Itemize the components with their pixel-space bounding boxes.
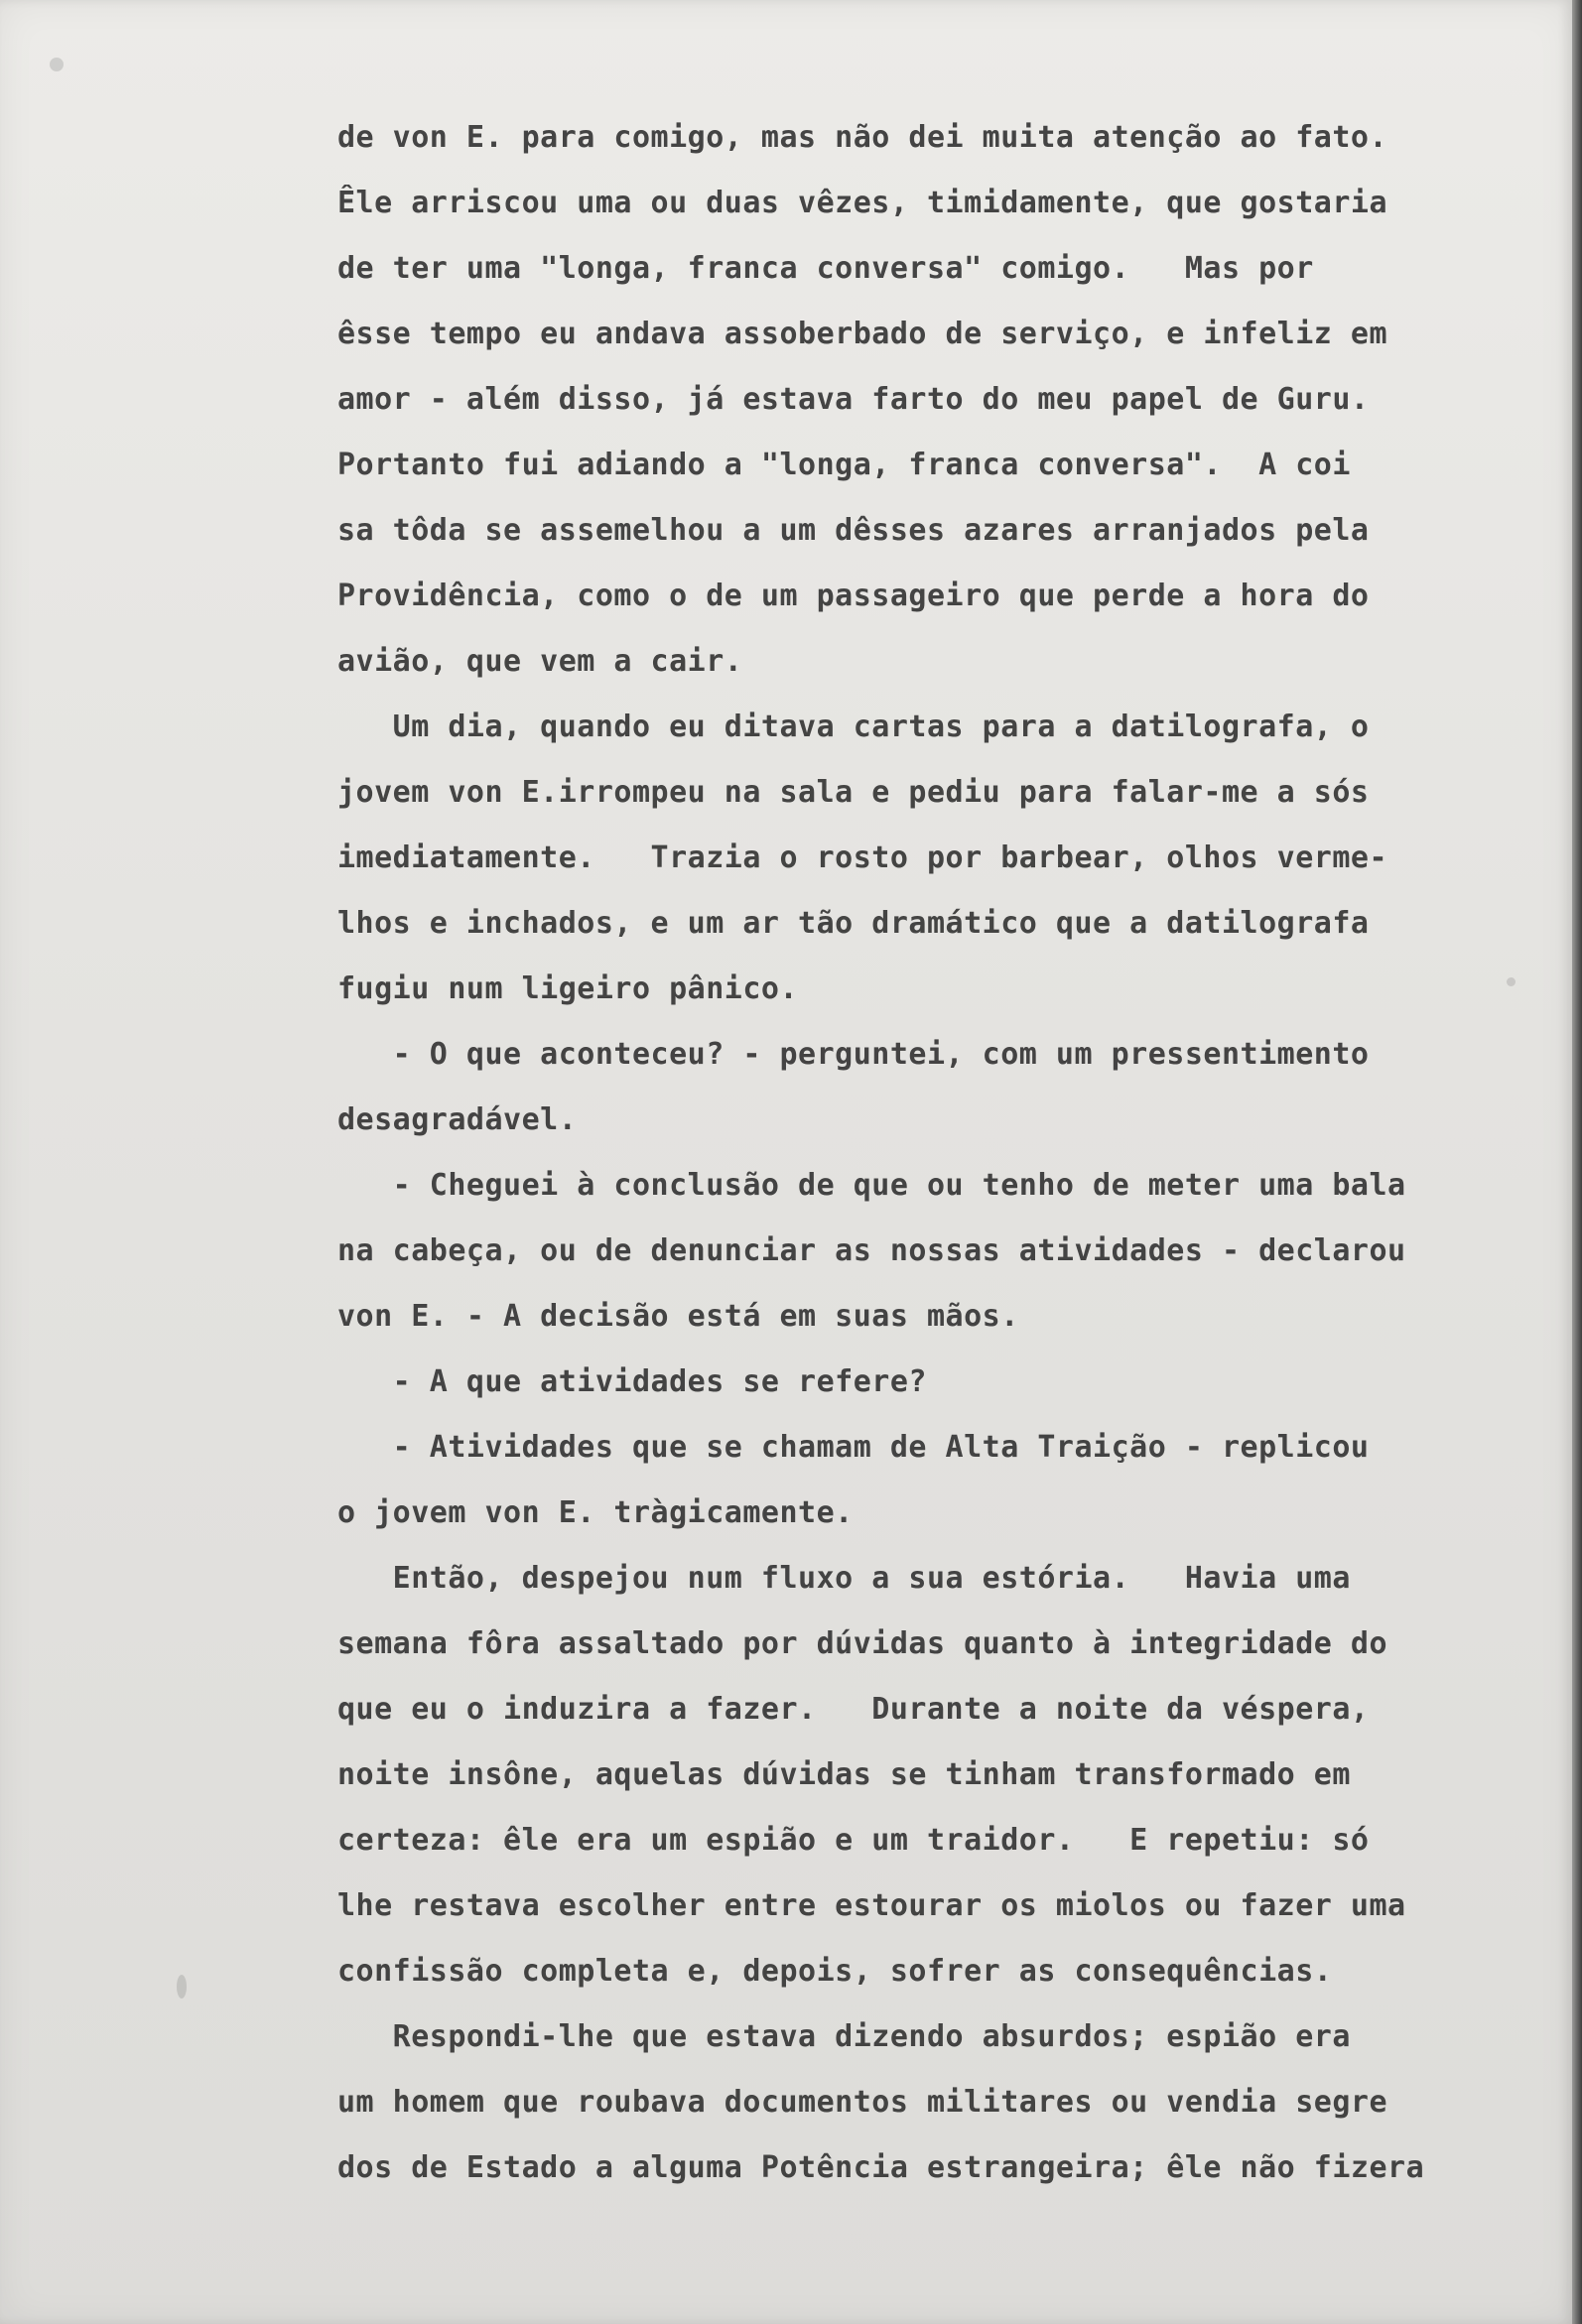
text-line: noite insône, aquelas dúvidas se tinham transformado em (337, 1757, 1351, 1792)
text-line: fugiu num ligeiro pânico. (337, 971, 799, 1006)
text-line: Então, despejou num fluxo a sua estória. Havia uma (337, 1561, 1351, 1596)
text-line: - O que aconteceu? - perguntei, com um pressentimento (337, 1037, 1370, 1072)
text-line: Providência, como o de um passageiro que perde a hora do (337, 579, 1370, 613)
text-line: Um dia, quando eu ditava cartas para a datilografa, o (337, 710, 1370, 744)
scan-edge (1572, 0, 1582, 2324)
text-line: êsse tempo eu andava assoberbado de serviço, e infeliz em (337, 317, 1388, 351)
text-line: que eu o induzira a fazer. Durante a noite da véspera, (337, 1692, 1370, 1727)
text-line: avião, que vem a cair. (337, 644, 743, 679)
text-line: Respondi-lhe que estava dizendo absurdos; espião era (337, 2019, 1351, 2054)
text-line: de von E. para comigo, mas não dei muita atenção ao fato. (337, 120, 1388, 155)
text-line: - Atividades que se chamam de Alta Traição - replicou (337, 1430, 1370, 1465)
text-line: um homem que roubava documentos militares ou vendia segre (337, 2085, 1388, 2120)
text-line: lhe restava escolher entre estourar os miolos ou fazer uma (337, 1888, 1406, 1923)
text-line: confissão completa e, depois, sofrer as consequências. (337, 1954, 1333, 1989)
text-line: dos de Estado a alguma Potência estrangeira; êle não fizera (337, 2150, 1425, 2185)
text-line: certeza: êle era um espião e um traidor. E repetiu: só (337, 1823, 1370, 1858)
text-line: semana fôra assaltado por dúvidas quanto à integridade do (337, 1626, 1388, 1661)
text-line: imediatamente. Trazia o rosto por barbear, olhos verme- (337, 840, 1388, 875)
text-line: na cabeça, ou de denunciar as nossas atividades - declarou (337, 1233, 1406, 1268)
paper-smudge (1507, 977, 1516, 986)
paper-smudge (177, 1975, 187, 1999)
text-line: o jovem von E. tràgicamente. (337, 1495, 854, 1530)
text-line: sa tôda se assemelhou a um dêsses azares arranjados pela (337, 513, 1370, 548)
text-line: - Cheguei à conclusão de que ou tenho de meter uma bala (337, 1168, 1406, 1203)
text-line: lhos e inchados, e um ar tão dramático que a datilografa (337, 906, 1370, 941)
text-line: von E. - A decisão está em suas mãos. (337, 1299, 1019, 1334)
text-line: de ter uma "longa, franca conversa" comigo. Mas por (337, 251, 1314, 286)
text-line: amor - além disso, já estava farto do meu papel de Guru. (337, 382, 1370, 417)
text-line: desagradável. (337, 1102, 578, 1137)
text-line: Êle arriscou uma ou duas vêzes, timidamente, que gostaria (337, 186, 1388, 220)
paper-smudge (50, 58, 64, 71)
text-line: Portanto fui adiando a "longa, franca conversa". A coi (337, 448, 1351, 482)
text-line: jovem von E.irrompeu na sala e pediu para falar-me a sós (337, 775, 1370, 810)
text-line: - A que atividades se refere? (337, 1364, 927, 1399)
